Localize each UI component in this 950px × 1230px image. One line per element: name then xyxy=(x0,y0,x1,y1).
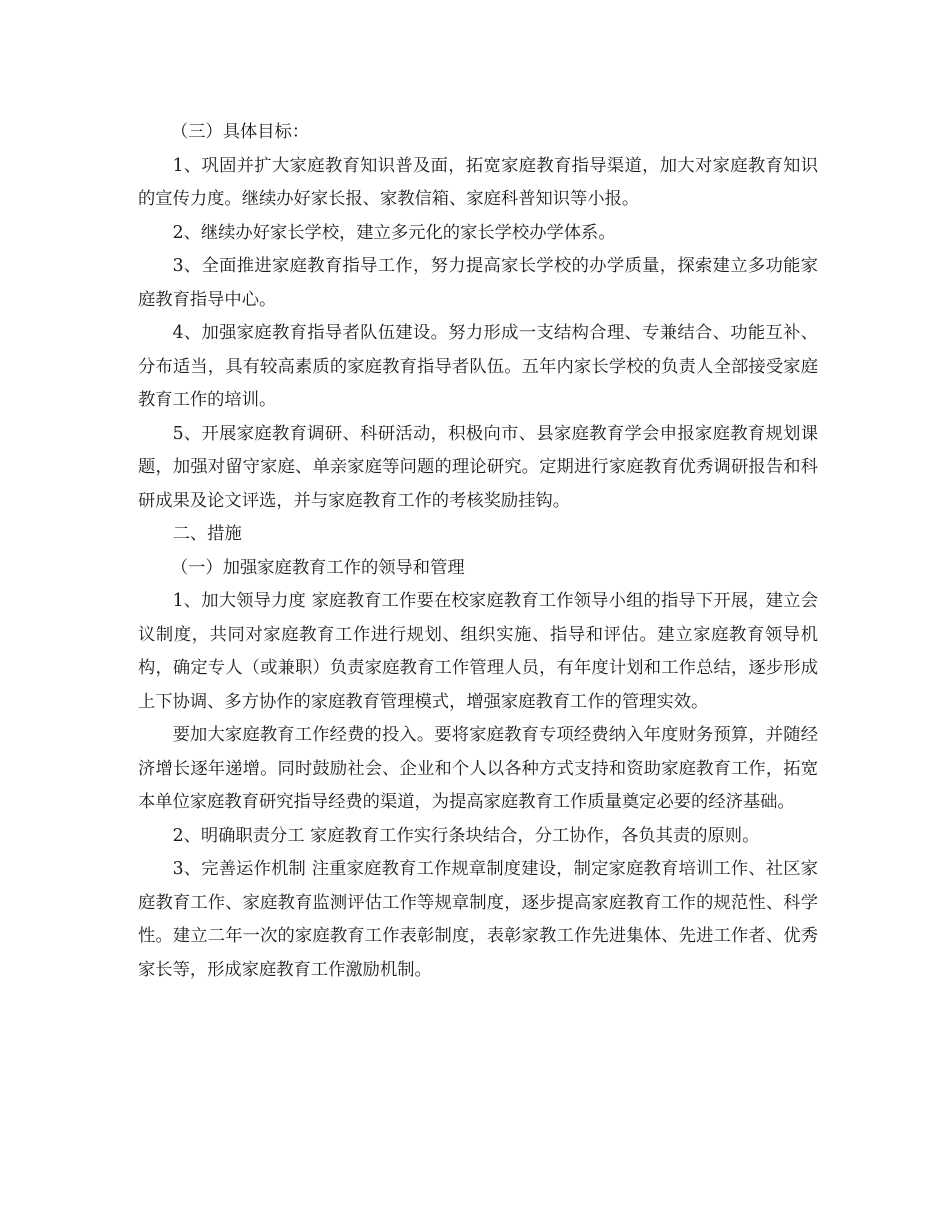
paragraph-goal-5: 5、开展家庭教育调研、科研活动，积极向市、县家庭教育学会申报家庭教育规划课题，加强对留守家庭、单亲家庭等问题的理论研究。定期进行家庭教育优秀调研报告和科研成果及论文评选，并与家庭教育工作的考核奖励挂钩。 xyxy=(138,423,818,511)
paragraph-goal-1: 1、巩固并扩大家庭教育知识普及面，拓宽家庭教育指导渠道，加大对家庭教育知识的宣传力度。继续办好家长报、家教信箱、家庭科普知识等小报。 xyxy=(138,155,818,209)
paragraph-measure-1: 1、加大领导力度 家庭教育工作要在校家庭教育工作领导小组的指导下开展，建立会议制度，共同对家庭教育工作进行规划、组织实施、指导和评估。建立家庭教育领导机构，确定专人（或兼职）负责家庭教育工作管理人员，有年度计划和工作总结，逐步形成上下协调、多方协作的家庭教育管理模式，增强家庭教育工作的管理实效。 xyxy=(138,591,818,712)
subsection-heading-leadership: （一）加强家庭教育工作的领导和管理 xyxy=(170,557,465,578)
paragraph-goal-3: 3、全面推进家庭教育指导工作，努力提高家长学校的办学质量，探索建立多功能家庭教育指导中心。 xyxy=(138,256,818,310)
paragraph-goal-2: 2、继续办好家长学校，建立多元化的家长学校办学体系。 xyxy=(172,222,616,243)
paragraph-funding: 要加大家庭教育工作经费的投入。要将家庭教育专项经费纳入年度财务预算，并随经济增长逐年递增。同时鼓励社会、企业和个人以各种方式支持和资助家庭教育工作，拓宽本单位家庭教育研究指导经费的渠道，为提高家庭教育工作质量奠定必要的经济基础。 xyxy=(138,725,818,812)
paragraph-measure-2: 2、明确职责分工 家庭教育工作实行条块结合，分工协作，各负其责的原则。 xyxy=(172,825,760,846)
section-heading-measures: 二、措施 xyxy=(172,524,242,544)
paragraph-measure-3: 3、完善运作机制 注重家庭教育工作规章制度建设，制定家庭教育培训工作、社区家庭教育工作、家庭教育监测评估工作等规章制度，逐步提高家庭教育工作的规范性、科学性。建立二年一次的家庭教育工作表彰制度，表彰家教工作先进集体、先进工作者、优秀家长等，形成家庭教育工作激励机制。 xyxy=(138,859,818,980)
section-heading-specific-goals: （三）具体目标： xyxy=(170,122,310,142)
paragraph-goal-4: 4、加强家庭教育指导者队伍建设。努力形成一支结构合理、专兼结合、功能互补、分布适当，具有较高素质的家庭教育指导者队伍。五年内家长学校的负责人全部接受家庭教育工作的培训。 xyxy=(138,323,818,410)
document-body xyxy=(138,116,818,987)
